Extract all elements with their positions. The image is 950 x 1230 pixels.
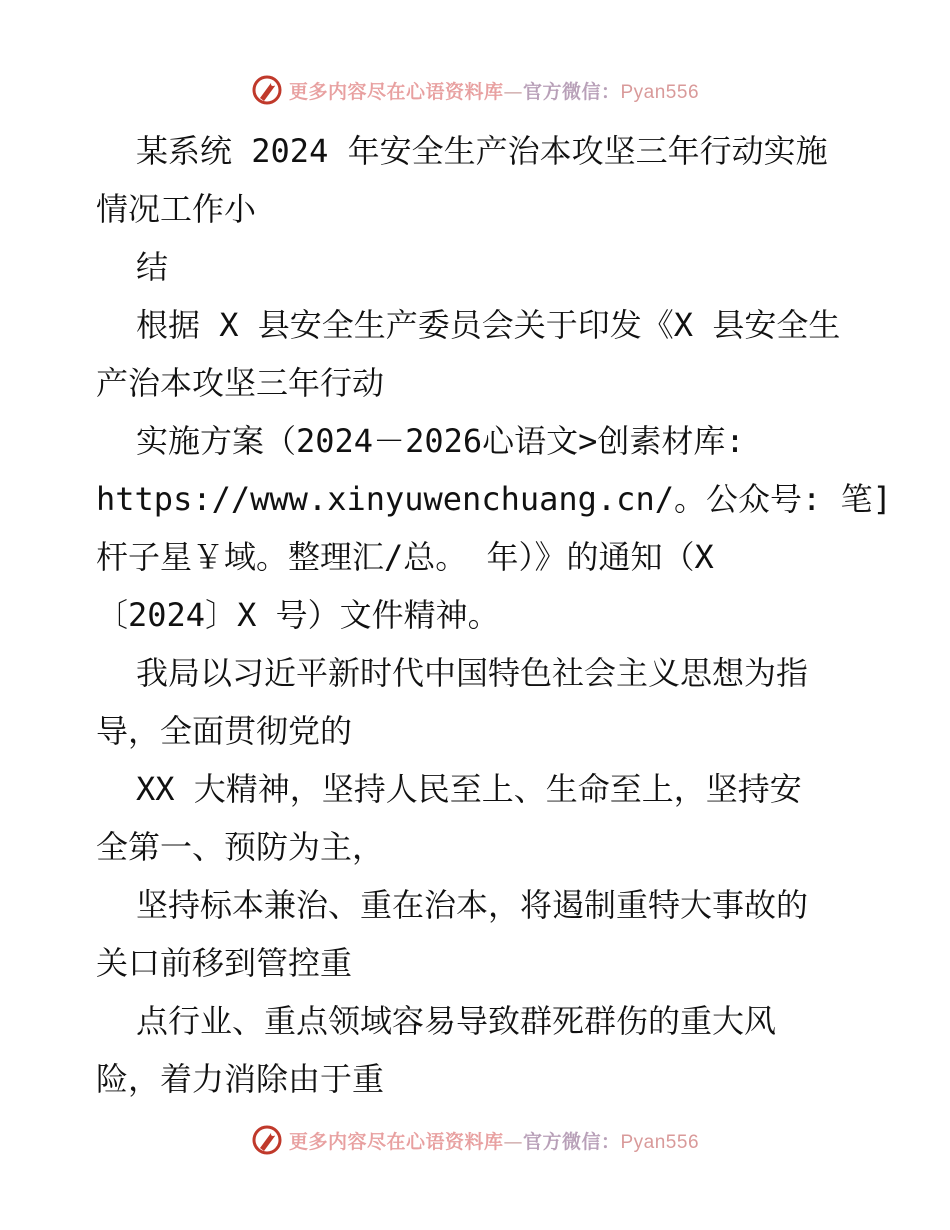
paragraph-line: 产治本攻坚三年行动 <box>96 364 385 402</box>
paragraph-line: 根据 X 县安全生产委员会关于印发《X 县安全生 <box>136 306 841 344</box>
footer-watermark <box>0 1120 950 1160</box>
paragraph-line: 实施方案（2024－2026心语文>创素材库: <box>136 422 745 460</box>
watermark-separator: — <box>503 80 523 103</box>
title-line-2: 情况工作小 <box>96 190 257 228</box>
watermark-main: 更多内容尽在心语资料库 <box>288 80 504 103</box>
paragraph-line: 导，全面贯彻党的 <box>96 712 353 750</box>
watermark-banner <box>251 74 699 106</box>
pen-logo-icon <box>251 1124 283 1156</box>
watermark-separator: — <box>503 1130 523 1153</box>
document-body <box>96 122 892 1108</box>
watermark-text <box>289 77 699 104</box>
header-watermark <box>0 70 950 110</box>
paragraph-line: 我局以习近平新时代中国特色社会主义思想为指 <box>136 654 809 692</box>
pen-logo-icon <box>251 74 283 106</box>
paragraph-line: XX 大精神，坚持人民至上、生命至上，坚持安 <box>136 770 802 808</box>
watermark-main: 更多内容尽在心语资料库 <box>288 1130 504 1153</box>
paragraph-line: 险，着力消除由于重 <box>96 1060 385 1098</box>
paragraph-line: 〔2024〕X 号）文件精神。 <box>96 596 500 634</box>
paragraph-line: 坚持标本兼治、重在治本，将遏制重特大事故的 <box>136 886 809 924</box>
paragraph-line: 杆子星￥域。整理汇/总。 年）》的通知（X <box>96 538 714 576</box>
watermark-text <box>289 1127 699 1154</box>
paragraph-line: 全第一、预防为主， <box>96 828 385 866</box>
watermark-wechat-label: 官方微信： <box>522 1130 621 1153</box>
watermark-wechat-label: 官方微信： <box>522 80 621 103</box>
paragraph-line: 点行业、重点领域容易导致群死群伤的重大风 <box>136 1002 777 1040</box>
title-line-1: 某系统 2024 年安全生产治本攻坚三年行动实施 <box>136 132 828 170</box>
watermark-wechat-id: Pyan556 <box>620 1131 700 1153</box>
paragraph-line: 关口前移到管控重 <box>96 944 353 982</box>
title-line-3: 结 <box>136 248 169 286</box>
paragraph-line: https://www.xinyuwenchuang.cn/。公众号: 笔] <box>96 480 892 518</box>
watermark-banner <box>251 1124 699 1156</box>
watermark-wechat-id: Pyan556 <box>620 81 700 103</box>
